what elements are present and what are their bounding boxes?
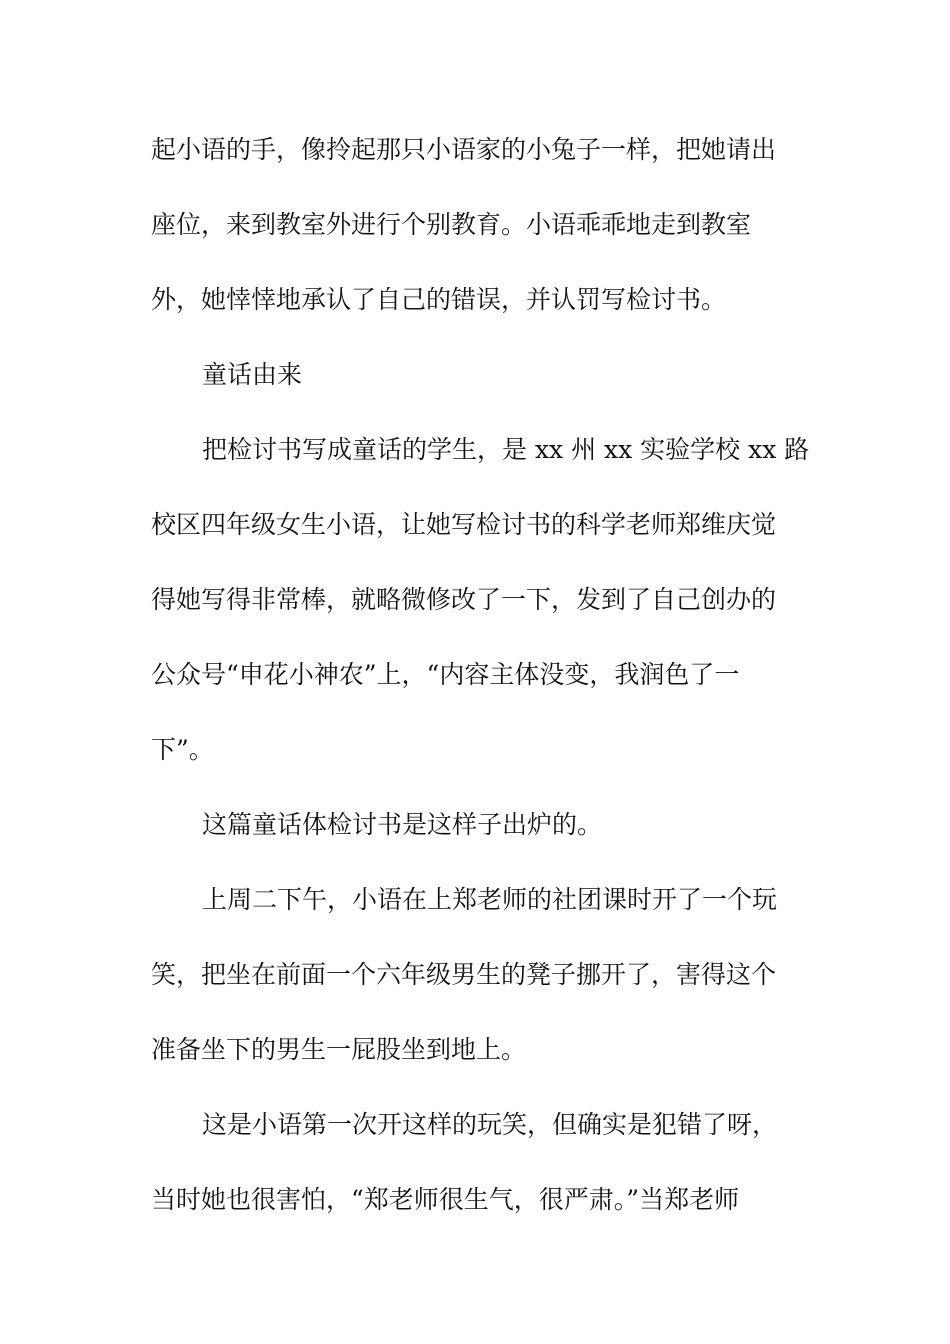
section-heading: 童话由来 xyxy=(202,360,303,389)
text-line: 这是小语第一次开这样的玩笑，但确实是犯错了呀， xyxy=(202,1110,778,1139)
text-line: 公众号“申花小神农”上，“内容主体没变，我润色了一 xyxy=(151,660,740,689)
text-line: 当时她也很害怕，“郑老师很生气，很严肃。”当郑老师 xyxy=(151,1185,740,1214)
text-line: 下”。 xyxy=(151,735,214,764)
text-line: 起小语的手，像拎起那只小语家的小兔子一样，把她请出 xyxy=(151,135,777,164)
text-line: 这篇童话体检讨书是这样子出炉的。 xyxy=(202,810,603,839)
text-line: 外，她悻悻地承认了自己的错误，并认罚写检讨书。 xyxy=(151,285,727,314)
text-line: 笑，把坐在前面一个六年级男生的凳子挪开了，害得这个 xyxy=(151,960,777,989)
text-line: 准备坐下的男生一屁股坐到地上。 xyxy=(151,1035,527,1064)
text-line: 上周二下午，小语在上郑老师的社团课时开了一个玩 xyxy=(202,885,778,914)
text-line: 得她写得非常棒，就略微修改了一下，发到了自己创办的 xyxy=(151,585,777,614)
text-line: 座位，来到教室外进行个别教育。小语乖乖地走到教室 xyxy=(151,210,752,239)
text-line: 把检讨书写成童话的学生，是 xx 州 xx 实验学校 xx 路 xyxy=(202,435,810,464)
text-line: 校区四年级女生小语，让她写检讨书的科学老师郑维庆觉 xyxy=(151,510,777,539)
